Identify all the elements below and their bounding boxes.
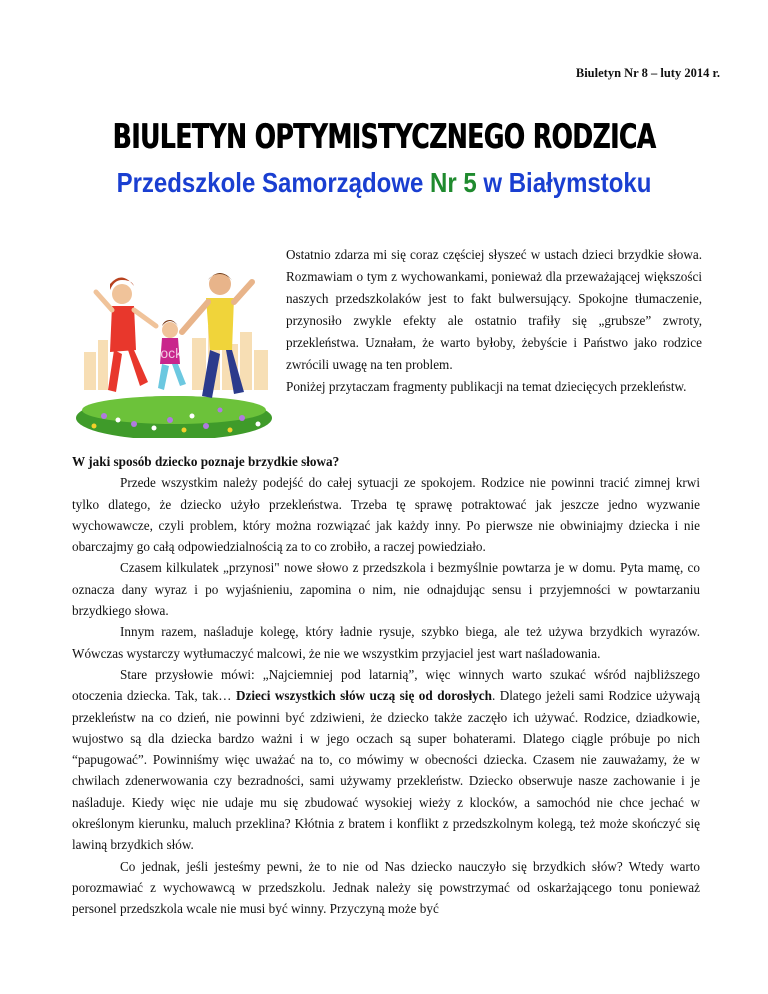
intro-text [286,244,702,398]
istock-watermark: iStock [144,345,183,361]
subtitle-number: Nr 5 [430,167,477,199]
article-paragraph-1: Przede wszystkim należy podejść do całej sytuacji ze spokojem. Rodzice nie powinni tracić zimnej krwi tylko dlatego, że dziecko użyło przekleństwa. Trzeba tę sprawę potraktować jak jeszcze jedno wyzwanie wychowawcze, czyli problem, który można rozwiązać jak każdy inny. Po pierwsze nie obwiniajmy dziecka i nie obarczajmy go całą odpowiedzialnością za to co zrobiło, a raczej powiedziało. [72,475,700,555]
article-heading: W jaki sposób dziecko poznaje brzydkie słowa? [72,454,340,469]
paragraph-4-start: Stare przysłowie mówi: „Najciemniej pod latarnią”, więc winnych warto szukać wśród najbliższego otoczenia dziecka. Tak, tak… [72,666,700,704]
paragraph-4-rest: . Dlatego jeżeli sami Rodzice używają przekleństw na co dzień, nie powinni być zdziwieni, że dziecko także zaczęło ich używać. Rodzice, dziadkowie, wujostwo są dla dziecka bardzo ważni i w jego oczach są super bohaterami. Dlatego ciągle próbuje po nich “papugować”. Powinniśmy więc uważać na to, co mówimy w obecności dziecka. Czasem nie zauważamy, że w chwilach zdenerwowania czy bezradności, sami używamy przekleństw. Dziecko obserwuje nasze zachowanie i je naśladuje. Kiedy więc nie udaje mu się zbudować wysokiej wieży z klocków, a samochód nie chce jechać w określonym kierunku, maluch przeklina? Kłótnia z bratem i konflikt z przedszkolnym kolegą, też może skończyć się lawiną brzydkich słów. [72,688,700,853]
page-subtitle [0,168,768,200]
family-running-illustration [74,240,274,438]
paragraph-4-emphasis: Dzieci wszystkich słów uczą się od dorosłych [235,688,492,704]
page-title: BIULETYN OPTYMISTYCZNEGO RODZICA [112,116,656,157]
subtitle-city: w Białymstoku [483,167,652,199]
subtitle-school: Przedszkole Samorządowe [116,167,424,199]
intro-paragraph-2: Poniżej przytaczam fragmenty publikacji na temat dziecięcych przekleństw. [286,379,687,394]
article-paragraph-5: Co jednak, jeśli jesteśmy pewni, że to nie od Nas dziecko nauczyło się brzydkich słów? Wtedy warto porozmawiać z wychowawcą w przedszkolu. Jednak należy się powstrzymać od oskarżającego tonu ponieważ personel przedszkola wcale nie musi być winny. Przyczyną może być [72,858,700,917]
bulletin-reference: Biuletyn Nr 8 – luty 2014 r. [575,66,720,80]
article-paragraph-2: Czasem kilkulatek „przynosi" nowe słowo z przedszkola i bezmyślnie powtarza je w domu. Pyta mamę, co oznacza dany wyraz i po wyjaśnieniu, zapomina o nim, nie odnajdując sensu i przyjemności w powtarzaniu brzydkiego słowa. [72,560,700,619]
intro-paragraph-1: Ostatnio zdarza mi się coraz częściej słyszeć w ustach dzieci brzydkie słowa. Rozmawiam o tym z wychowankami, ponieważ dla przeważającej większości naszych przedszkolaków jest to fakt bulwersujący. Spokojne tłumaczenie, przynosiło zwykle efekty ale ostatnio trafiły się „grubsze” zwroty, przekleństwa. Uznałam, że warto byłoby, żebyście i Państwo jako rodzice zwrócili uwagę na ten problem. [286,247,702,372]
article-paragraph-3: Innym razem, naśladuje kolegę, który ładnie rysuje, szybko biega, ale też używa brzydkich wyrazów. Wówczas wystarczy wytłumaczyć malcowi, że nie we wszystkim przyjaciel jest wart naśladowania. [72,624,700,661]
article-paragraph-4 [72,664,700,856]
article-body [72,451,700,920]
